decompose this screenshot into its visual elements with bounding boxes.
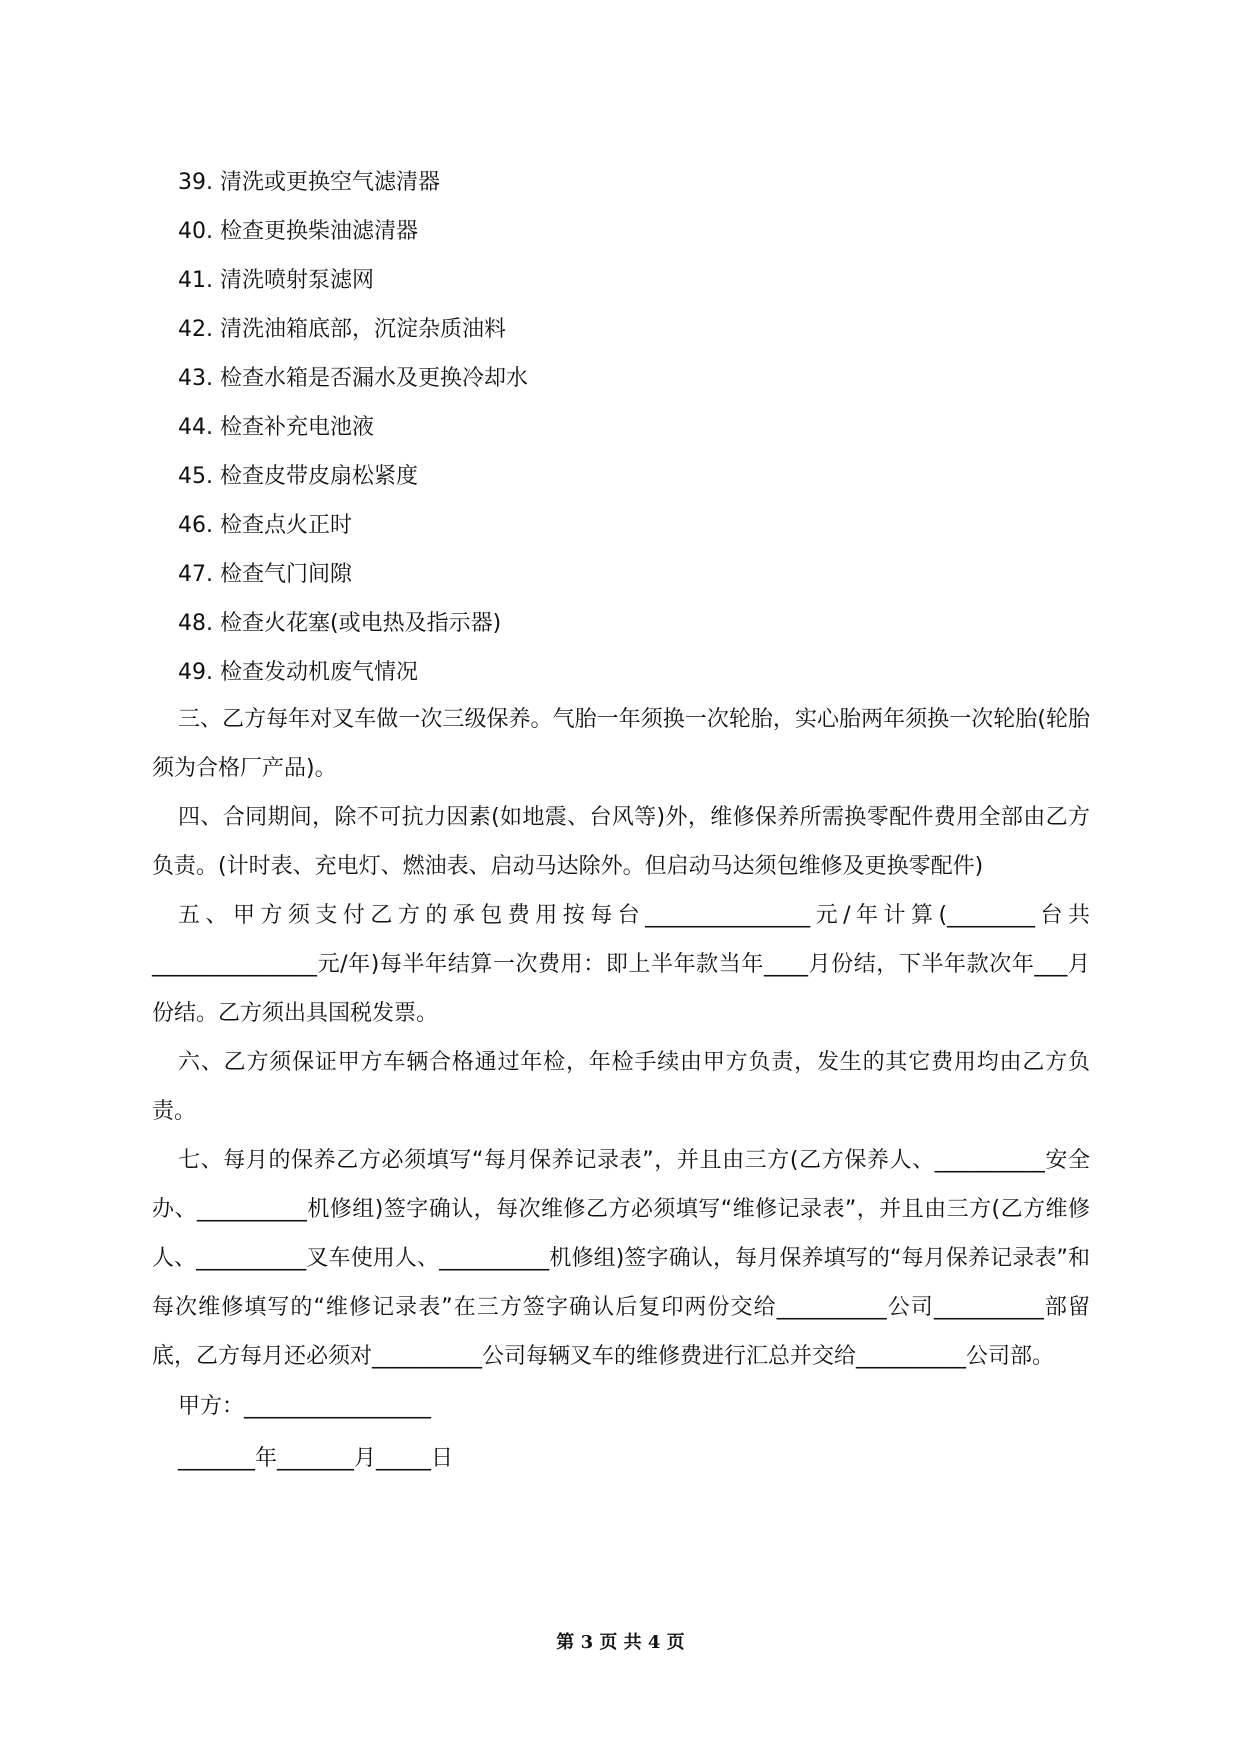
clause-seven: 七、每月的保养乙方必须填写“每月保养记录表”，并且由三方(乙方保养人、__________安全办、__________机修组)签字确认，每次维修乙方必须填写“维修记录表”，并且由三方(乙方维修人、__________叉车使用人、__________机修组)签字确认，每月保养填写的“每月保养记录表”和每次维修填写的“维修记录表”在三方签字确认后复印两份交给__________公司__________部留底，乙方每月还必须对__________公司每辆叉车的维修费进行汇总并交给__________公司部。 [152, 1148, 1090, 1369]
list-item: 39. 清洗或更换空气滤清器 [178, 170, 440, 195]
list-item: 42. 清洗油箱底部，沉淀杂质油料 [178, 317, 506, 342]
page-footer: 第 3 页 共 4 页 [556, 1632, 685, 1653]
contract-clauses [152, 695, 1090, 1485]
list-item: 47. 检查气门间隙 [178, 562, 352, 587]
list-item: 41. 清洗喷射泵滤网 [178, 268, 374, 293]
list-item: 45. 检查皮带皮扇松紧度 [178, 464, 418, 489]
list-item: 49. 检查发动机废气情况 [178, 660, 418, 685]
party-a-signature-line: 甲方：_________________ [178, 1394, 432, 1419]
clause-four: 四、合同期间，除不可抗力因素(如地震、台风等)外，维修保养所需换零配件费用全部由乙方负责。(计时表、充电灯、燃油表、启动马达除外。但启动马达须包维修及更换零配件) [152, 805, 1090, 879]
clause-five: 五、甲方须支付乙方的承包费用按每台_______________元/年计算(________台共_______________元/年)每半年结算一次费用：即上半年款当年____月份结，下半年款次年___月份结。乙方须出具国税发票。 [152, 903, 1090, 1026]
list-item: 48. 检查火花塞(或电热及指示器) [178, 611, 502, 636]
list-item: 44. 检查补充电池液 [178, 415, 374, 440]
maintenance-item-list [178, 158, 1078, 697]
list-item: 43. 检查水箱是否漏水及更换冷却水 [178, 366, 528, 391]
signature-date-line: _______年_______月_____日 [178, 1446, 454, 1471]
list-item: 46. 检查点火正时 [178, 513, 352, 538]
clause-three: 三、乙方每年对叉车做一次三级保养。气胎一年须换一次轮胎，实心胎两年须换一次轮胎(轮胎须为合格厂产品)。 [152, 707, 1090, 781]
clause-six: 六、乙方须保证甲方车辆合格通过年检，年检手续由甲方负责，发生的其它费用均由乙方负责。 [152, 1050, 1090, 1124]
list-item: 40. 检查更换柴油滤清器 [178, 219, 418, 244]
